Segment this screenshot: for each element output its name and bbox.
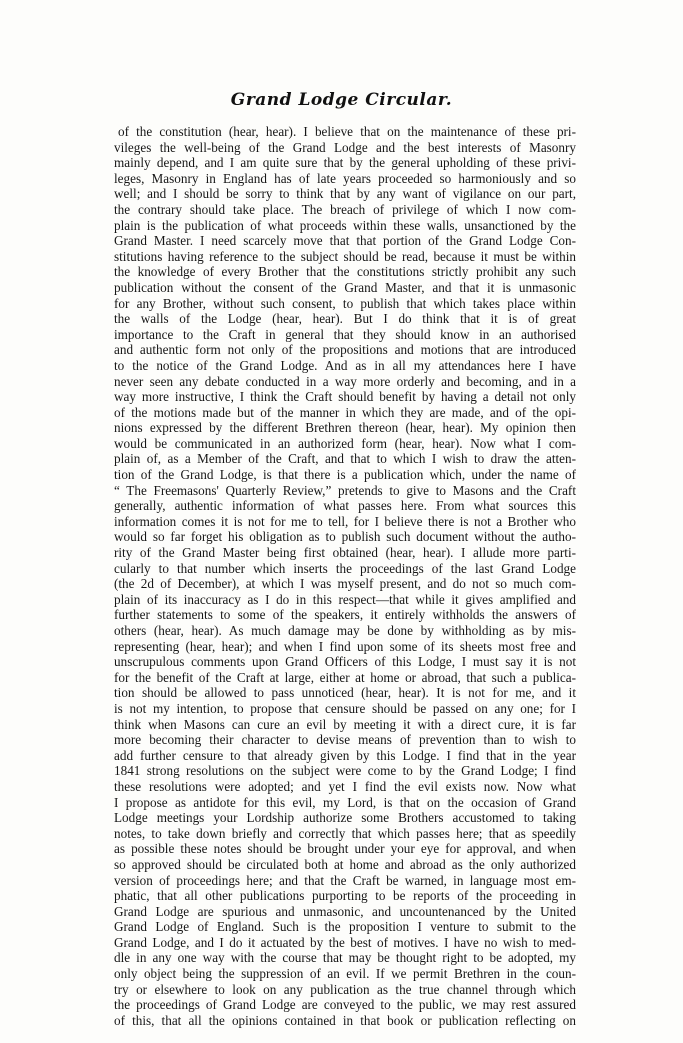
text-line: phatic, that all other publications purporting to be reports of the proceeding in bbox=[114, 888, 576, 904]
text-line: the walls of the Lodge (hear, hear). But I do think that it is of great bbox=[114, 311, 576, 327]
text-line: (the 2d of December), at which I was myself present, and do not so much com- bbox=[114, 576, 576, 592]
text-line: as possible these notes should be brought under your eye for approval, and when bbox=[114, 841, 576, 857]
text-line: Grand Lodge, and I do it actuated by the best of motives. I have no wish to med- bbox=[114, 934, 576, 950]
text-line: notes, to take down briefly and correctly that which passes here; that as speedily bbox=[114, 825, 576, 841]
text-line: plain of its inaccuracy as I do in this respect—that while it gives amplified and bbox=[114, 591, 576, 607]
text-line: would be communicated in an authorized form (hear, hear). Now what I com- bbox=[114, 435, 576, 451]
text-line: is not my intention, to propose that censure should be passed on any one; for I bbox=[114, 700, 576, 716]
text-line: to the notice of the Grand Lodge. And as in all my attendances here I have bbox=[114, 357, 576, 373]
text-line: tion should be allowed to pass unnoticed (hear, hear). It is not for me, and it bbox=[114, 685, 576, 701]
text-line: Lodge meetings your Lordship authorize some Brothers accustomed to taking bbox=[114, 810, 576, 826]
text-line: generally, authentic information of what passes here. From what sources this bbox=[114, 498, 576, 514]
text-line: for the benefit of the Craft at large, either at home or abroad, that such a publica- bbox=[114, 669, 576, 685]
text-line: others (hear, hear). As much damage may be done by withholding as by mis- bbox=[114, 623, 576, 638]
text-line: add further censure to that already given by this Lodge. I find that in the year bbox=[114, 747, 576, 763]
text-line: think when Masons can cure an evil by meeting it with a direct cure, it is far bbox=[114, 716, 576, 732]
text-line: try or elsewhere to look on any publication as the true channel through which bbox=[114, 981, 576, 997]
text-line: nions expressed by the different Brethren thereon (hear, hear). My opinion then bbox=[114, 420, 576, 436]
text-line: the knowledge of every Brother that the constitutions strictly prohibit any such bbox=[114, 264, 576, 280]
text-line: Grand Lodge of England. Such is the proposition I venture to submit to the bbox=[114, 919, 576, 935]
text-line: never seen any debate conducted in a way more orderly and becoming, and in a bbox=[114, 373, 576, 389]
text-line: the proceedings of Grand Lodge are conveyed to the public, we may rest assured bbox=[114, 997, 576, 1013]
text-line: for any Brother, without such consent, to publish that which takes place within bbox=[114, 295, 576, 311]
text-line: the contrary should take place. The breach of privilege of which I now com- bbox=[114, 201, 576, 217]
text-line: plain is the publication of what proceeds within these walls, unsanctioned by the bbox=[114, 217, 576, 233]
text-line: publication without the consent of the Grand Master, and that it is unmasonic bbox=[114, 279, 576, 295]
text-line: of this, that all the opinions contained in that book or publication reflecting on bbox=[114, 1012, 576, 1028]
text-line: well; and I should be sorry to think that by any want of vigilance on our part, bbox=[114, 186, 576, 202]
text-line: importance to the Craft in general that they should know in an authorised bbox=[114, 326, 576, 342]
text-line: of the motions made but of the manner in which they are made, and of the opi- bbox=[114, 404, 576, 420]
text-line: version of proceedings here; and that the Craft be warned, in language most em- bbox=[114, 872, 576, 888]
text-line: more becoming their character to devise means of prevention than to wish to bbox=[114, 732, 576, 748]
text-line: stitutions having reference to the subject should be read, because it must be within bbox=[114, 248, 576, 264]
text-line: plain of, as a Member of the Craft, and that to which I wish to draw the atten- bbox=[114, 451, 576, 467]
body-text bbox=[114, 124, 576, 1028]
text-line: “ The Freemasons' Quarterly Review,” pretends to give to Masons and the Craft bbox=[114, 482, 576, 498]
text-line: would so far forget his obligation as to publish such document without the autho- bbox=[114, 529, 576, 545]
text-line: I propose as antidote for this evil, my Lord, is that on the occasion of Grand bbox=[114, 794, 576, 810]
text-line: unscrupulous comments upon Grand Officers of this Lodge, I must say it is not bbox=[114, 654, 576, 670]
text-line: 1841 strong resolutions on the subject were come to by the Grand Lodge; I find bbox=[114, 763, 576, 779]
text-line: these resolutions were adopted; and yet I find the evil exists now. Now what bbox=[114, 778, 576, 794]
text-line: vileges the well-being of the Grand Lodge and the best interests of Masonry bbox=[114, 139, 576, 155]
running-head: Grand Lodge Circular. bbox=[230, 90, 453, 110]
text-line: tion of the Grand Lodge, is that there is a publication which, under the name of bbox=[114, 467, 576, 483]
text-line: representing (hear, hear); and when I find upon some of its sheets most free and bbox=[114, 638, 576, 654]
text-line: dle in any one way with the course that may be thought right to be adopted, my bbox=[114, 950, 576, 966]
text-line: Grand Lodge are spurious and unmasonic, and uncountenanced by the United bbox=[114, 903, 576, 919]
text-line: information comes it is not for me to tell, for I believe there is not a Brother who bbox=[114, 513, 576, 529]
text-line: way more instructive, I think the Craft should benefit by having a detail not only bbox=[114, 389, 576, 405]
text-line: mainly depend, and I am quite sure that by the general upholding of these privi- bbox=[114, 155, 576, 171]
text-line: further statements to some of the speakers, it entirely withholds the answers of bbox=[114, 607, 576, 623]
text-line: so approved should be circulated both at home and abroad as the only authorized bbox=[114, 856, 576, 872]
text-line: Grand Master. I need scarcely move that that portion of the Grand Lodge Con- bbox=[114, 233, 576, 249]
text-line: and authentic form not only of the propositions and motions that are introduced bbox=[114, 342, 576, 358]
text-line: only object being the suppression of an evil. If we permit Brethren in the coun- bbox=[114, 966, 576, 982]
text-line: rity of the Grand Master being first obtained (hear, hear). I allude more parti- bbox=[114, 545, 576, 561]
text-line: of the constitution (hear, hear). I believe that on the maintenance of these pri- bbox=[118, 124, 576, 139]
text-line: leges, Masonry in England has of late years proceeded so harmoniously and so bbox=[114, 170, 576, 186]
text-line: cularly to that number which inserts the proceedings of the last Grand Lodge bbox=[114, 560, 576, 576]
